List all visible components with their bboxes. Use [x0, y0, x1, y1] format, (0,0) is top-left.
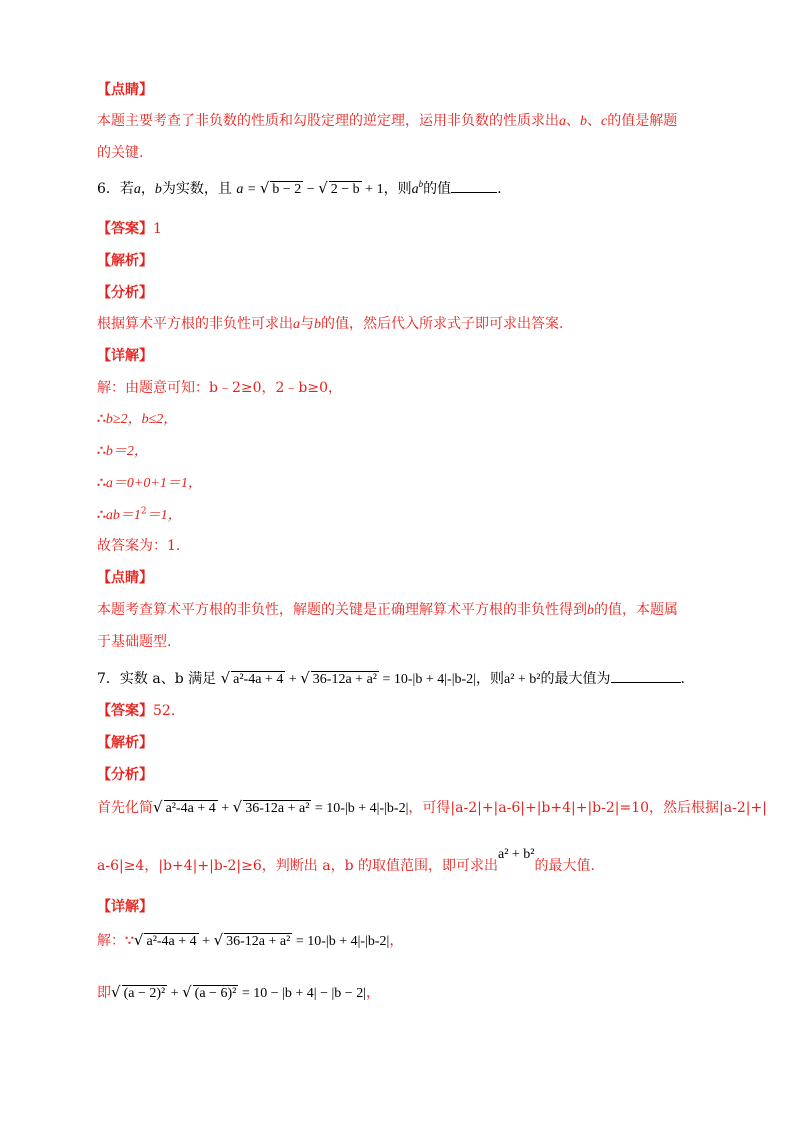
- solution-line-3: [97, 440, 148, 460]
- radicand: 2 − b: [330, 182, 360, 197]
- question-text: 的最大值为: [540, 671, 611, 687]
- solution-line-5: [97, 504, 182, 524]
- operator: −: [303, 182, 319, 197]
- operator: + 1: [361, 182, 384, 197]
- solution-text: b＝2，: [105, 444, 148, 459]
- solution-text: ab＝1: [105, 508, 141, 523]
- dianjing-text: 的值，本题属: [594, 602, 678, 618]
- answer-label: 【答案】: [97, 703, 153, 719]
- analysis-header-7: 【解析】: [97, 735, 153, 751]
- sqrt-icon: √: [213, 931, 224, 949]
- operator: +: [198, 934, 214, 949]
- dianjing-text-tail: 的值是解题: [607, 113, 678, 129]
- detail-header-7: 【详解】: [97, 899, 153, 915]
- question-7: [97, 668, 685, 688]
- solution-line-1: 解：由题意可知：b﹣2≥0，2﹣b≥0，: [97, 380, 343, 396]
- eq-rhs: = 10-|b + 4|-|b-2|: [378, 672, 476, 687]
- equation: [236, 179, 384, 197]
- question-text: ，则: [475, 671, 504, 687]
- fenxi-header: 【分析】: [97, 285, 153, 301]
- answer-label: 【答案】: [97, 221, 153, 237]
- var-a: a: [559, 114, 566, 129]
- sqrt-icon: √: [259, 179, 270, 197]
- equation: [220, 669, 476, 687]
- equation: [111, 983, 367, 1001]
- detail-header: 【详解】: [97, 348, 153, 364]
- var-c: c: [601, 114, 608, 129]
- radicand: (a − 6)²: [194, 986, 237, 1001]
- eq-rhs: = 10-|b + 4|-|b-2|: [311, 801, 409, 816]
- sqrt-icon: √: [133, 931, 144, 949]
- fenxi-text: a-6|≥4，|b+4|+|b-2|≥6，判断出 a，b 的取值范围，即可求出: [97, 858, 498, 874]
- solution-line-2: [97, 408, 177, 428]
- dianjing-text: 本题主要考查了非负数的性质和勾股定理的逆定理，运用非负数的性质求出: [97, 113, 559, 129]
- analysis-header: 【解析】: [97, 253, 153, 269]
- fenxi-text: ，可得|a-2|+|a-6|+|b+4|+|b-2|=10，然后根据|a-2|+|: [408, 800, 767, 816]
- solution-text: a＝0+0+1＝1，: [105, 476, 202, 491]
- because-icon: ∵: [125, 933, 134, 949]
- radicand: a²-4a + 4: [146, 934, 197, 949]
- fenxi-header-7: 【分析】: [97, 767, 153, 783]
- dianjing-text-line2: 的关键.: [97, 145, 144, 161]
- answer-blank: [451, 192, 497, 193]
- fenxi-text: 首先化简: [97, 800, 153, 816]
- eq-rhs: = 10-|b + 4|-|b-2|: [292, 934, 390, 949]
- var-b: b: [580, 114, 587, 129]
- radicand: b − 2: [272, 182, 302, 197]
- solution-line-4: [97, 472, 202, 492]
- var-a: a: [293, 317, 300, 332]
- sqrt-icon: √: [111, 983, 121, 1001]
- operator: +: [167, 986, 183, 1001]
- operator: +: [285, 672, 301, 687]
- answer-value: 1: [153, 221, 162, 237]
- therefore-icon: ∴: [97, 507, 106, 523]
- period: .: [497, 181, 502, 197]
- dianjing-header: 【点睛】: [97, 82, 153, 98]
- detail-7-line1: [97, 930, 403, 950]
- power-exponent: b: [418, 179, 424, 190]
- equation: [153, 798, 409, 816]
- therefore-icon: ∴: [97, 475, 106, 491]
- expression: a² + b²: [497, 847, 535, 862]
- var-b: b: [154, 182, 162, 197]
- solution-line-6: 故答案为：1.: [97, 538, 181, 554]
- fenxi-text-part: 根据算术平方根的非负性可求出: [97, 316, 293, 332]
- dianjing-header-6: 【点睛】: [97, 570, 153, 586]
- question-text: 为实数，且: [161, 181, 232, 197]
- sqrt-icon: √: [232, 798, 243, 816]
- comma: ，: [366, 985, 381, 1001]
- dianjing-text-line1: [97, 110, 677, 130]
- var-a: a: [133, 182, 141, 197]
- answer-value: 52.: [153, 703, 176, 719]
- sqrt-icon: √: [220, 669, 231, 687]
- eq-rhs: = 10 − |b + 4| − |b − 2|: [238, 986, 367, 1001]
- question-text: ，则: [383, 181, 412, 197]
- fenxi-text: 的最大值.: [534, 858, 595, 874]
- dianjing-6-line2: 于基础题型.: [97, 634, 172, 650]
- separator: 、: [566, 113, 580, 129]
- sqrt-icon: √: [153, 798, 163, 816]
- question-number: 6．若: [97, 181, 134, 197]
- question-text: 的值: [423, 181, 452, 197]
- solution-text: 解：: [97, 933, 125, 949]
- period: .: [680, 671, 685, 687]
- sqrt-icon: √: [300, 669, 310, 687]
- therefore-icon: ∴: [97, 443, 106, 459]
- power-base: a: [411, 182, 419, 197]
- fenxi-text-part: 的值，然后代入所求式子即可求出答案.: [321, 316, 564, 332]
- dianjing-6-line1: [97, 599, 678, 619]
- answer-6: [97, 218, 162, 238]
- separator: 、: [587, 113, 601, 129]
- fenxi-7-line1: [97, 797, 767, 817]
- radicand: 36-12a + a²: [245, 801, 310, 816]
- dianjing-text: 本题考查算术平方根的非负性，解题的关键是正确理解算术平方根的非负性得到: [97, 602, 587, 618]
- solution-text: b≥2，b≤2，: [105, 412, 178, 427]
- eq-lhs: a =: [236, 182, 260, 197]
- sqrt-icon: √: [318, 179, 328, 197]
- exponent: 2: [140, 506, 147, 517]
- radicand: 36-12a + a²: [226, 934, 291, 949]
- var-b: b: [314, 317, 321, 332]
- comma: ，: [389, 933, 404, 949]
- radicand: a²-4a + 4: [233, 672, 284, 687]
- answer-7: [97, 700, 175, 720]
- expression: a² + b²: [503, 672, 541, 687]
- solution-text: ＝1，: [146, 508, 182, 523]
- detail-7-line2: [97, 982, 380, 1002]
- question-6: [97, 178, 502, 198]
- var-b: b: [587, 603, 594, 618]
- comma: ，: [140, 181, 155, 197]
- fenxi-text: [97, 313, 563, 333]
- therefore-icon: ∴: [97, 411, 106, 427]
- operator: +: [217, 801, 233, 816]
- solution-text: 即: [97, 985, 111, 1001]
- radicand: a²-4a + 4: [165, 801, 216, 816]
- fenxi-text-part: 与: [300, 316, 314, 332]
- question-number: 7．实数 a、b 满足: [97, 671, 217, 687]
- sqrt-icon: √: [182, 983, 192, 1001]
- radicand: 36-12a + a²: [312, 672, 377, 687]
- radicand: (a − 2)²: [123, 986, 166, 1001]
- answer-blank: [611, 682, 681, 683]
- fenxi-7-line2: [97, 847, 595, 875]
- equation: [133, 931, 390, 949]
